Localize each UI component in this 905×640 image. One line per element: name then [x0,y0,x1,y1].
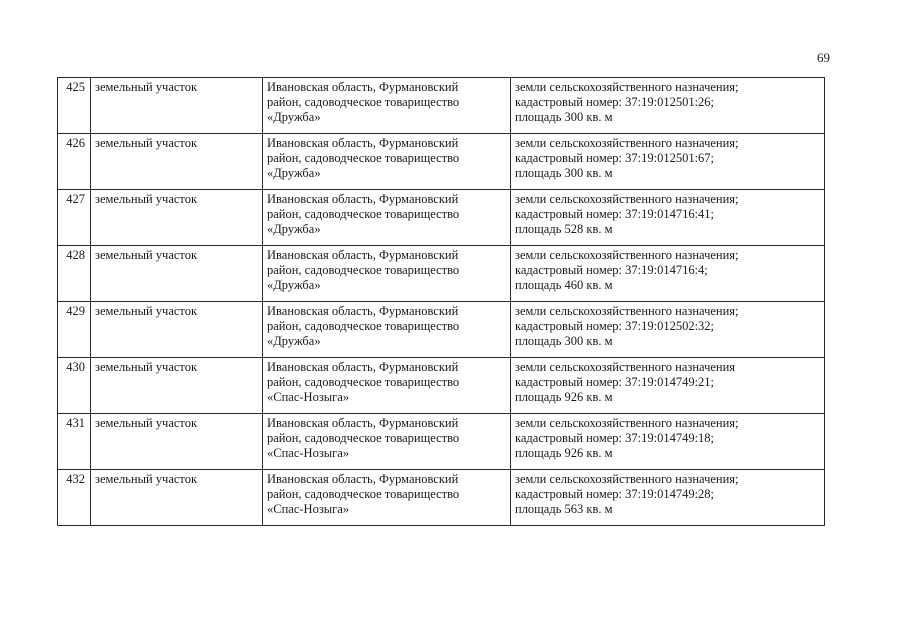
details-cell [511,134,825,190]
address-line: «Спас-Нозыга» [267,390,350,404]
table-row [58,470,825,526]
details-line: земли сельскохозяйственного назначения; [515,416,739,430]
details-line: земли сельскохозяйственного назначения; [515,472,739,486]
object-type: земельный участок [91,190,263,246]
details-line: кадастровый номер: 37:19:014716:4; [515,263,708,277]
details-cell [511,414,825,470]
details-cell [511,358,825,414]
land-plot-table [57,77,825,526]
address-line: район, садоводческое товарищество [267,487,460,501]
details-line: площадь 300 кв. м [515,166,613,180]
table-row [58,78,825,134]
object-type: земельный участок [91,302,263,358]
details-line: кадастровый номер: 37:19:014749:21; [515,375,715,389]
row-number: 428 [58,246,91,302]
address-line: Ивановская область, Фурмановский [267,192,459,206]
row-number: 430 [58,358,91,414]
address-cell [263,470,511,526]
details-line: кадастровый номер: 37:19:014749:28; [515,487,715,501]
details-line: земли сельскохозяйственного назначения; [515,80,739,94]
table-body [58,78,825,526]
details-line: площадь 460 кв. м [515,278,613,292]
address-line: «Дружба» [267,166,321,180]
table-row [58,414,825,470]
details-line: площадь 300 кв. м [515,334,613,348]
address-line: район, садоводческое товарищество [267,263,460,277]
table-row [58,134,825,190]
address-cell [263,134,511,190]
address-line: «Спас-Нозыга» [267,446,350,460]
details-line: площадь 528 кв. м [515,222,613,236]
address-line: «Дружба» [267,278,321,292]
address-line: Ивановская область, Фурмановский [267,136,459,150]
details-cell [511,470,825,526]
table-row [58,358,825,414]
address-line: Ивановская область, Фурмановский [267,304,459,318]
details-line: площадь 926 кв. м [515,390,613,404]
address-cell [263,190,511,246]
details-line: земли сельскохозяйственного назначения; [515,248,739,262]
address-line: Ивановская область, Фурмановский [267,80,459,94]
address-line: «Дружба» [267,222,321,236]
address-line: район, садоводческое товарищество [267,319,460,333]
address-cell [263,414,511,470]
details-line: кадастровый номер: 37:19:014749:18; [515,431,715,445]
details-cell [511,190,825,246]
object-type: земельный участок [91,358,263,414]
address-line: «Спас-Нозыга» [267,502,350,516]
address-line: район, садоводческое товарищество [267,95,460,109]
address-line: Ивановская область, Фурмановский [267,472,459,486]
details-line: земли сельскохозяйственного назначения; [515,192,739,206]
details-line: площадь 926 кв. м [515,446,613,460]
address-line: «Дружба» [267,110,321,124]
details-line: земли сельскохозяйственного назначения [515,360,736,374]
object-type: земельный участок [91,246,263,302]
details-line: площадь 300 кв. м [515,110,613,124]
address-line: Ивановская область, Фурмановский [267,416,459,430]
address-cell [263,246,511,302]
object-type: земельный участок [91,470,263,526]
page-number: 69 [817,50,830,65]
address-line: район, садоводческое товарищество [267,431,460,445]
address-line: район, садоводческое товарищество [267,151,460,165]
details-line: земли сельскохозяйственного назначения; [515,304,739,318]
object-type: земельный участок [91,414,263,470]
details-line: земли сельскохозяйственного назначения; [515,136,739,150]
table-row [58,246,825,302]
address-cell [263,302,511,358]
address-cell [263,78,511,134]
address-line: Ивановская область, Фурмановский [267,248,459,262]
row-number: 432 [58,470,91,526]
row-number: 425 [58,78,91,134]
address-line: Ивановская область, Фурмановский [267,360,459,374]
table-row [58,302,825,358]
details-cell [511,302,825,358]
object-type: земельный участок [91,134,263,190]
row-number: 429 [58,302,91,358]
row-number: 431 [58,414,91,470]
details-line: кадастровый номер: 37:19:014716:41; [515,207,715,221]
address-line: «Дружба» [267,334,321,348]
details-line: кадастровый номер: 37:19:012502:32; [515,319,715,333]
object-type: земельный участок [91,78,263,134]
details-cell [511,78,825,134]
address-line: район, садоводческое товарищество [267,375,460,389]
details-line: кадастровый номер: 37:19:012501:26; [515,95,715,109]
address-cell [263,358,511,414]
row-number: 426 [58,134,91,190]
row-number: 427 [58,190,91,246]
details-line: площадь 563 кв. м [515,502,613,516]
table-row [58,190,825,246]
details-line: кадастровый номер: 37:19:012501:67; [515,151,715,165]
details-cell [511,246,825,302]
address-line: район, садоводческое товарищество [267,207,460,221]
